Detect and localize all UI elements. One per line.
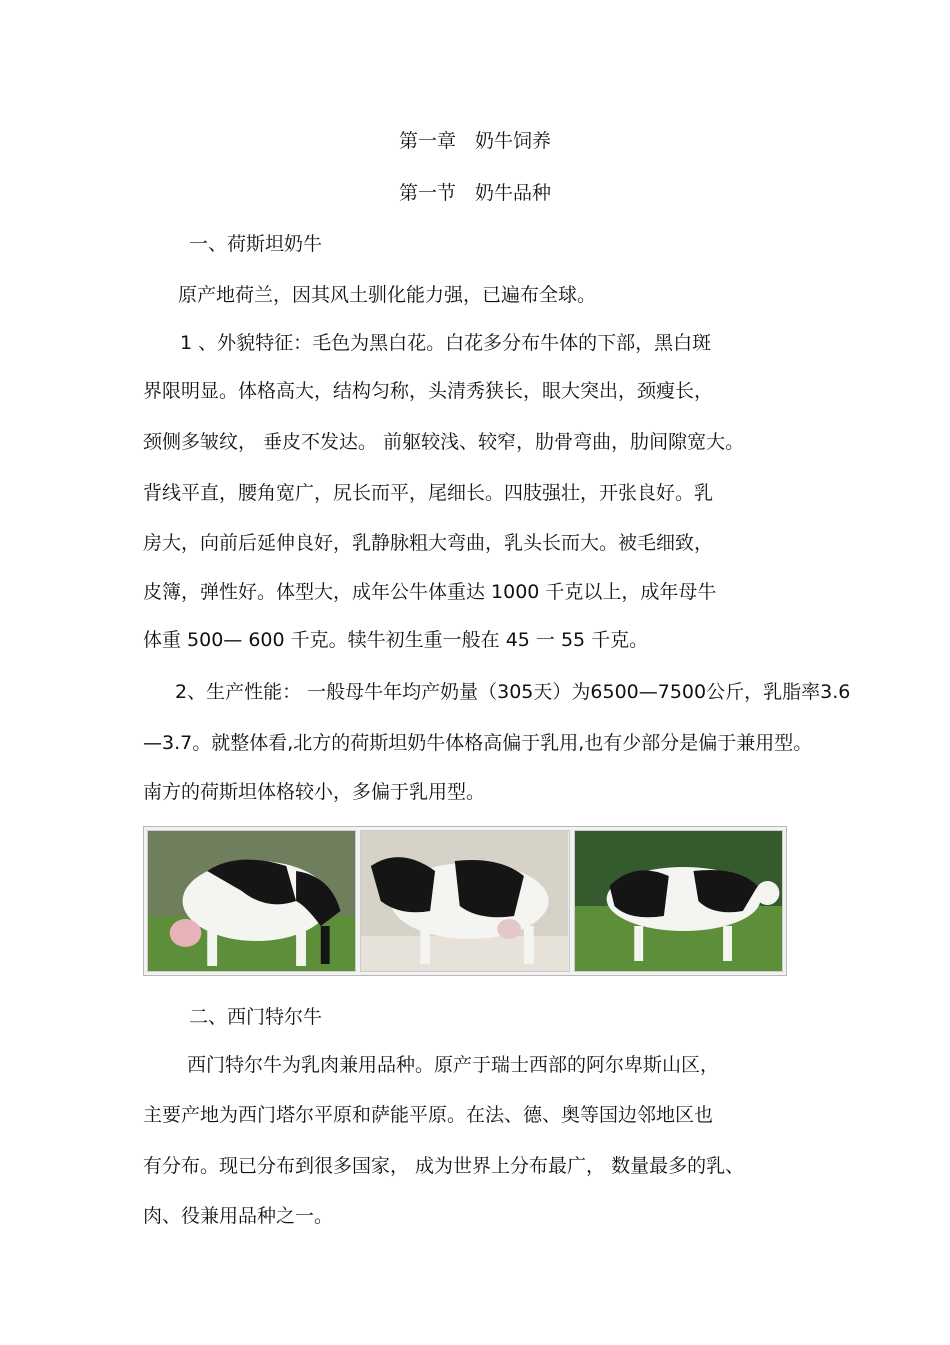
simmental-heading: 二、西门特尔牛 [189,1006,323,1028]
chapter-title: 第一章 奶牛饲养 [398,130,551,152]
simmental-line: 主要产地为西门塔尔平原和萨能平原。在法、德、奥等国边邻地区也 [143,1104,714,1126]
appearance-line: 皮簿，弹性好。体型大，成年公牛体重达 1000 千克以上，成年母牛 [143,581,717,603]
simmental-line: 肉、役兼用品种之一。 [143,1205,334,1227]
appearance-line: 1 、外貌特征：毛色为黑白花。白花多分布牛体的下部，黑白斑 [180,332,712,354]
appearance-line: 背线平直，腰角宽广，尻长而平，尾细长。四肢强壮，开张良好。乳 [143,482,714,504]
performance-line: 2、生产性能： 一般母牛年均产奶量（305天）为6500—7500公斤，乳脂率3.6 [175,681,851,703]
holstein-origin: 原产地荷兰，因其风土驯化能力强，已遍布全球。 [178,284,597,306]
performance-line: 南方的荷斯坦体格较小，多偏于乳用型。 [143,781,486,803]
holstein-cow-photo-2 [360,830,569,972]
performance-line: —3.7。就整体看,北方的荷斯坦奶牛体格高偏于乳用,也有少部分是偏于兼用型。 [143,732,813,754]
holstein-cow-photo-3 [574,830,783,972]
simmental-line: 有分布。现已分布到很多国家， 成为世界上分布最广， 数量最多的乳、 [143,1155,745,1177]
holstein-photo-strip [143,826,787,976]
holstein-heading: 一、荷斯坦奶牛 [189,233,323,255]
section-title: 第一节 奶牛品种 [398,182,551,204]
simmental-line: 西门特尔牛为乳肉兼用品种。原产于瑞士西部的阿尔卑斯山区， [187,1054,720,1076]
appearance-line: 界限明显。体格高大，结构匀称，头清秀狭长，眼大突出，颈瘦长， [143,380,714,402]
appearance-line: 体重 500— 600 千克。犊牛初生重一般在 45 一 55 千克。 [143,629,649,651]
appearance-line: 颈侧多皱纹， 垂皮不发达。 前躯较浅、较窄，肋骨弯曲，肋间隙宽大。 [143,431,745,453]
appearance-line: 房大，向前后延伸良好，乳静脉粗大弯曲，乳头长而大。被毛细致， [143,532,714,554]
holstein-cow-photo-1 [147,830,356,972]
